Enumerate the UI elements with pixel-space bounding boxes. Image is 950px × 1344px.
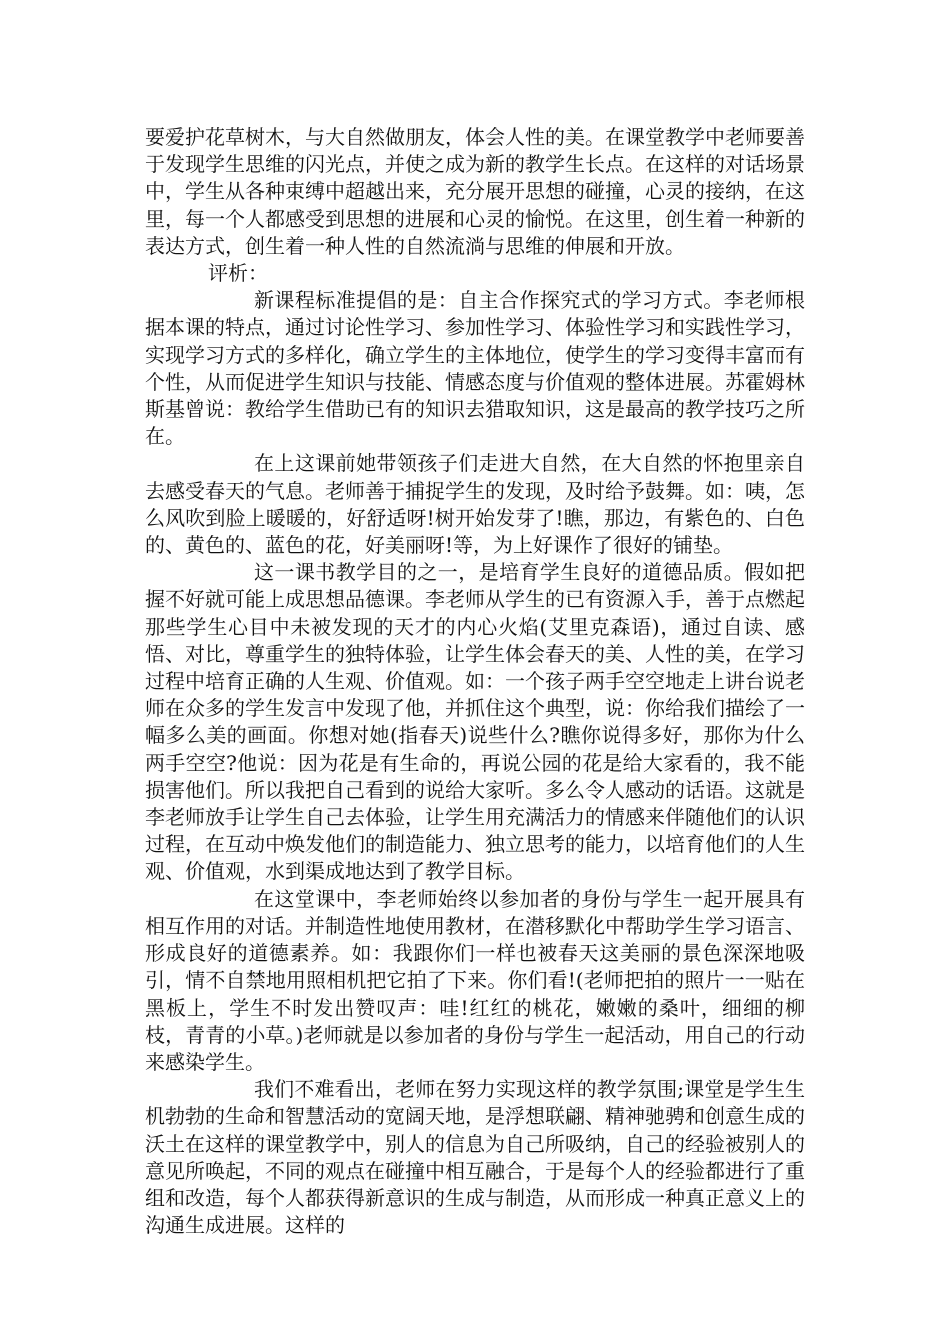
section-label-analysis: 评析： [208, 261, 268, 286]
paragraph-teacher-participant: 在这堂课中，李老师始终以参加者的身份与学生一起开展具有相互作用的对话。并制造性地使用教材，在潜移默化中帮助学生学习语言、形成良好的道德素养。如：我跟你们一样也被春天这美丽的景色深深地吸引，情不自禁地用照相机把它拍了下来。你们看!(老师把拍的照片一一贴在黑板上，学生不时发出赞叹声：哇!红红的桃花，嫩嫩的桑叶，细细的柳枝，青青的小草。)老师就是以参加者的身份与学生一起活动，用自己的行动来感染学生。 [145, 886, 805, 1074]
paragraph-intro: 要爱护花草树木，与大自然做朋友，体会人性的美。在课堂教学中老师要善于发现学生思维的闪光点，并使之成为新的教学生长点。在这样的对话场景中，学生从各种束缚中超越出来，充分展开思想的碰撞，心灵的接纳，在这里，每一个人都感受到思想的进展和心灵的愉悦。在这里，创生着一种新的表达方式，创生着一种人性的自然流淌与思维的伸展和开放。 [145, 125, 805, 258]
paragraph-nature-visit: 在上这课前她带领孩子们走进大自然，在大自然的怀抱里亲自去感受春天的气息。老师善于捕捉学生的发现，及时给予鼓舞。如：咦，怎么风吹到脸上暖暖的，好舒适呀!树开始发芽了!瞧，那边，有紫色的、白色的、黄色的、蓝色的花，好美丽呀!等，为上好课作了很好的铺垫。 [145, 451, 805, 558]
paragraph-moral-goal: 这一课书教学目的之一，是培育学生良好的道德品质。假如把握不好就可能上成思想品德课。李老师从学生的已有资源入手，善于点燃起那些学生心目中未被发现的天才的内心火焰(艾里克森语)，通过自读、感悟、对比，尊重学生的独特体验，让学生体会春天的美、人性的美，在学习过程中培育正确的人生观、价值观。如：一个孩子两手空空地走上讲台说老师在众多的学生发言中发现了他，并抓住这个典型，说：你给我们描绘了一幅多么美的画面。你想对她(指春天)说些什么?瞧你说得多好，那你为什么两手空空?他说：因为花是有生命的，再说公园的花是给大家看的，我不能损害他们。所以我把自己看到的说给大家听。多么令人感动的话语。这就是李老师放手让学生自己去体验，让学生用充满活力的情感来伴随他们的认识过程，在互动中焕发他们的制造能力、独立思考的能力，以培育他们的人生观、价值观，水到渠成地达到了教学目标。 [145, 560, 805, 884]
paragraph-curriculum-standard: 新课程标准提倡的是：自主合作探究式的学习方式。李老师根据本课的特点，通过讨论性学习、参加性学习、体验性学习和实践性学习，实现学习方式的多样化，确立学生的主体地位，使学生的学习变得丰富而有个性，从而促进学生知识与技能、情感态度与价值观的整体进展。苏霍姆林斯基曾说：教给学生借助已有的知识去猎取知识，这是最高的教学技巧之所在。 [145, 288, 805, 449]
document-page [145, 124, 805, 1239]
paragraph-classroom-atmosphere: 我们不难看出，老师在努力实现这样的教学氛围;课堂是学生生机勃勃的生命和智慧活动的宽阔天地，是浮想联翩、精神驰骋和创意生成的沃土在这样的课堂教学中，别人的信息为自己所吸纳，自己的经验被别人的意见所唤起，不同的观点在碰撞中相互融合，于是每个人的经验都进行了重组和改造，每个人都获得新意识的生成与制造，从而形成一种真正意义上的沟通生成进展。这样的 [145, 1077, 805, 1238]
